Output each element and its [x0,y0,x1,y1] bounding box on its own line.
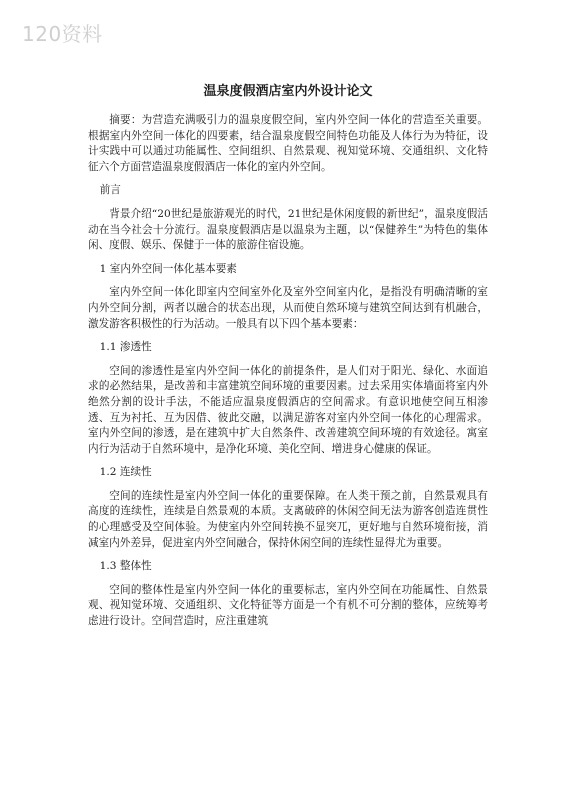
watermark-logo: 120资料 [22,22,103,46]
subsection-1-3-paragraph: 空间的整体性是室内外空间一体化的重要标志，室内外空间在功能属性、自然景观、视知觉环境、交通组织、文化特征等方面是一个有机不可分割的整体，应统筹考虑进行设计。空间营造时，应注重建筑 [88,583,488,628]
preface-heading: 前言 [99,184,121,197]
section-1-heading: 1 室内外空间一体化基本要素 [99,262,237,275]
paper-title: 温泉度假酒店室内外设计论文 [203,84,373,99]
subsection-1-1-heading: 1.1 渗透性 [99,341,152,354]
subsection-1-3-heading: 1.3 整体性 [99,560,152,573]
abstract-paragraph: 摘要：为营造充满吸引力的温泉度假空间，室内外空间一体化的营造至关重要。根据室内外空间一体化的四要素，结合温泉度假空间特色功能及人体行为为特征，设计实践中可以通过功能属性、空间组织、自然景观、视知觉环境、交通组织、文化特征六个方面营造温泉度假酒店一体化的室内外空间。 [88,114,488,173]
document-page [88,80,488,638]
subsection-1-1-paragraph: 空间的渗透性是室内外空间一体化的前提条件，是人们对于阳光、绿化、水面追求的必然结果，是改善和丰富建筑空间环境的重要因素。过去采用实体墙面将室内外绝然分割的设计手法，不能适应温泉度假酒店的空间需求。有意识地使空间互相渗透、互为衬托、互为因借、彼此交融，以满足游客对室内外空间一体化的心理需求。室内外空间的渗透，是在建筑中扩大自然条件、改善建筑空间环境的有效途径。寓室内行为活动于自然环境中，是净化环境、美化空间、增进身心健康的保证。 [88,364,488,455]
background-paragraph: 背景介绍“20世纪是旅游观光的时代，21世纪是休闲度假的新世纪”，温泉度假活动在当今社会十分流行。温泉度假酒店是以温泉为主题，以“保健养生”为特色的集体闲、度假、娱乐、保健于一体的旅游住宿设施。 [88,207,488,252]
subsection-1-2-heading: 1.2 连续性 [99,466,152,479]
subsection-1-2-paragraph: 空间的连续性是室内外空间一体化的重要保障。在人类干预之前，自然景观具有高度的连续性，连续是自然景观的本质。支离破碎的休闲空间无法为游客创造连贯性的心理感受及空间体验。为使室内外空间转换不显突兀，更好地与自然环境衔接，消减室内外差异，促进室内外空间融合，保持休闲空间的连续性显得尤为重要。 [88,489,488,549]
section-1-intro-paragraph: 室内外空间一体化即室内空间室外化及室外空间室内化，是指没有明确清晰的室内外空间分割，两者以融合的状态出现，从而使自然环境与建筑空间达到有机融合，激发游客积极性的行为活动。一般具有以下四个基本要素： [88,286,488,330]
